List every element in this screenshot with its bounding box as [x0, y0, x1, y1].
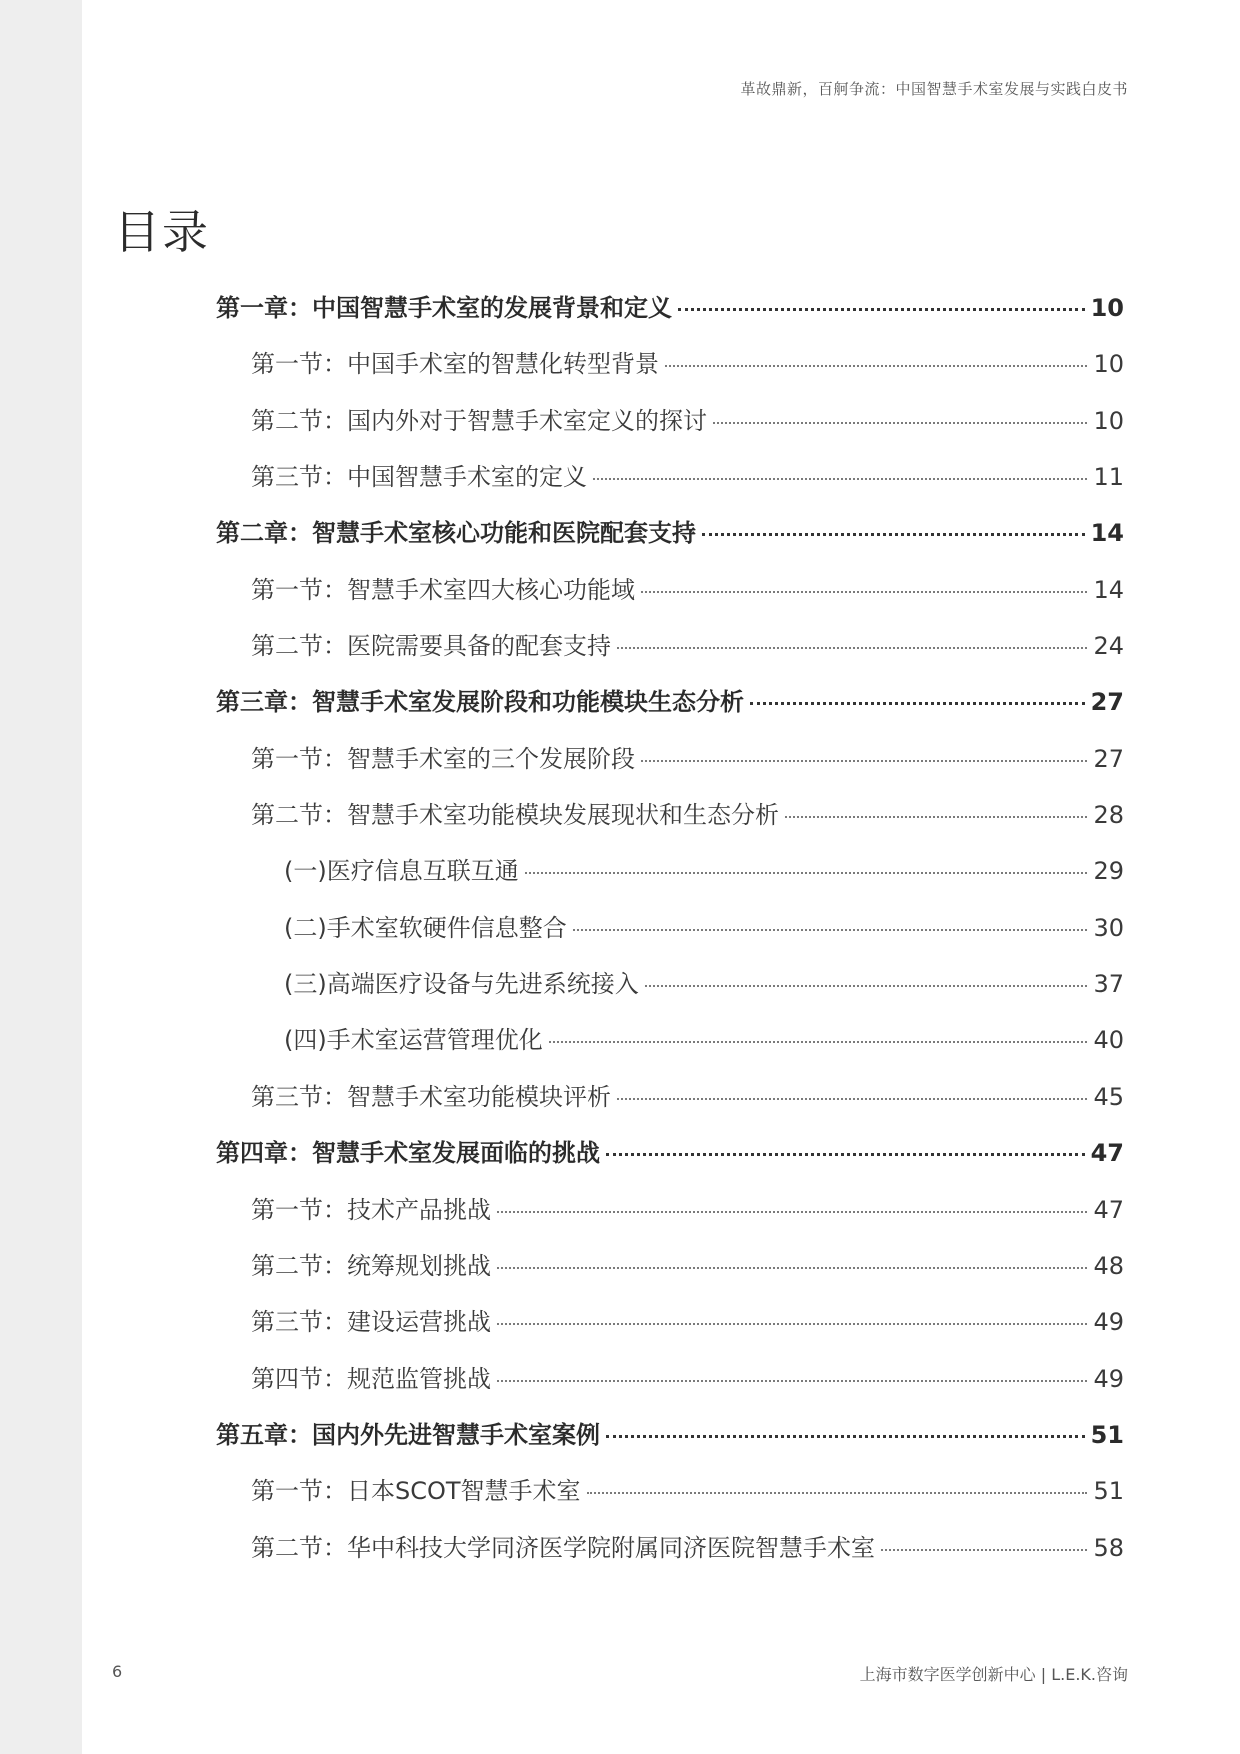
toc-page-number: 48	[1093, 1251, 1124, 1280]
toc-dot-leader	[606, 1153, 1085, 1156]
toc-section-entry[interactable]	[216, 739, 1124, 795]
toc-page-number: 14	[1090, 519, 1124, 548]
toc-entry-label: (二)手术室软硬件信息整合	[284, 913, 567, 942]
toc-chapter-entry[interactable]	[216, 682, 1124, 738]
toc-entry-label: 第二节：国内外对于智慧手术室定义的探讨	[251, 406, 707, 435]
toc-entry-label: 第一节：日本SCOT智慧手术室	[251, 1477, 581, 1506]
toc-dot-leader	[593, 478, 1087, 480]
toc-section-entry[interactable]	[216, 1246, 1124, 1302]
toc-page-number: 11	[1093, 463, 1124, 492]
toc-entry-label: 第一节：中国手术室的智慧化转型背景	[251, 350, 659, 379]
toc-page-number: 27	[1093, 744, 1124, 773]
toc-dot-leader	[525, 872, 1088, 874]
toc-entry-label: 第二节：统筹规划挑战	[251, 1251, 491, 1280]
toc-page-number: 51	[1090, 1420, 1124, 1449]
toc-subsection-entry[interactable]	[216, 1020, 1124, 1076]
toc-page-number: 45	[1093, 1082, 1124, 1111]
toc-dot-leader	[497, 1380, 1087, 1382]
toc-page-number: 10	[1093, 350, 1124, 379]
toc-chapter-entry[interactable]	[216, 288, 1124, 344]
toc-subsection-entry[interactable]	[216, 851, 1124, 907]
toc-section-entry[interactable]	[216, 1077, 1124, 1133]
toc-page-number: 37	[1093, 970, 1124, 999]
toc-page-number: 47	[1090, 1139, 1124, 1168]
toc-page-number: 29	[1093, 857, 1124, 886]
toc-entry-label: 第一节：智慧手术室四大核心功能域	[251, 575, 635, 604]
toc-section-entry[interactable]	[216, 1359, 1124, 1415]
toc-dot-leader	[587, 1492, 1088, 1494]
toc-section-entry[interactable]	[216, 795, 1124, 851]
toc-dot-leader	[713, 422, 1087, 424]
toc-entry-label: 第三章：智慧手术室发展阶段和功能模块生态分析	[216, 688, 744, 717]
toc-entry-label: 第二章：智慧手术室核心功能和医院配套支持	[216, 519, 696, 548]
toc-chapter-entry[interactable]	[216, 1415, 1124, 1471]
toc-entry-label: 第二节：华中科技大学同济医学院附属同济医院智慧手术室	[251, 1533, 875, 1562]
toc-dot-leader	[665, 365, 1087, 367]
toc-entry-label: (四)手术室运营管理优化	[284, 1026, 543, 1055]
toc-page-number: 58	[1093, 1533, 1124, 1562]
toc-dot-leader	[617, 1098, 1087, 1100]
toc-page-number: 24	[1093, 632, 1124, 661]
toc-section-entry[interactable]	[216, 401, 1124, 457]
toc-dot-leader	[497, 1211, 1087, 1213]
toc-section-entry[interactable]	[216, 457, 1124, 513]
toc-entry-label: 第一节：智慧手术室的三个发展阶段	[251, 744, 635, 773]
toc-page-number: 49	[1093, 1364, 1124, 1393]
toc-dot-leader	[641, 760, 1087, 762]
toc-section-entry[interactable]	[216, 1302, 1124, 1358]
toc-subsection-entry[interactable]	[216, 908, 1124, 964]
toc-page-number: 49	[1093, 1308, 1124, 1337]
left-margin-band	[0, 0, 82, 1754]
toc-page-number: 51	[1093, 1477, 1124, 1506]
toc-section-entry[interactable]	[216, 344, 1124, 400]
toc-dot-leader	[641, 591, 1087, 593]
toc-entry-label: 第一节：技术产品挑战	[251, 1195, 491, 1224]
toc-section-entry[interactable]	[216, 626, 1124, 682]
toc-dot-leader	[785, 816, 1087, 818]
toc-page-number: 14	[1093, 575, 1124, 604]
toc-chapter-entry[interactable]	[216, 513, 1124, 569]
toc-dot-leader	[617, 647, 1087, 649]
page-title: 目录	[114, 205, 210, 259]
toc-dot-leader	[881, 1549, 1087, 1551]
toc-entry-label: 第四节：规范监管挑战	[251, 1364, 491, 1393]
toc-entry-label: 第五章：国内外先进智慧手术室案例	[216, 1420, 600, 1449]
toc-entry-label: 第三节：建设运营挑战	[251, 1308, 491, 1337]
toc-dot-leader	[702, 533, 1085, 536]
toc-section-entry[interactable]	[216, 1528, 1124, 1584]
table-of-contents	[216, 288, 1124, 1584]
toc-dot-leader	[497, 1323, 1087, 1325]
toc-subsection-entry[interactable]	[216, 964, 1124, 1020]
footer-organization: 上海市数字医学创新中心 | L.E.K.咨询	[859, 1665, 1128, 1684]
toc-dot-leader	[549, 1041, 1088, 1043]
footer-page-number: 6	[112, 1662, 123, 1681]
toc-entry-label: 第二节：智慧手术室功能模块发展现状和生态分析	[251, 801, 779, 830]
toc-page-number: 30	[1093, 913, 1124, 942]
toc-entry-label: 第三节：中国智慧手术室的定义	[251, 463, 587, 492]
toc-entry-label: 第四章：智慧手术室发展面临的挑战	[216, 1139, 600, 1168]
toc-dot-leader	[678, 308, 1085, 311]
toc-entry-label: (三)高端医疗设备与先进系统接入	[284, 970, 639, 999]
toc-section-entry[interactable]	[216, 1471, 1124, 1527]
toc-dot-leader	[645, 985, 1088, 987]
toc-page-number: 10	[1093, 406, 1124, 435]
toc-page-number: 40	[1093, 1026, 1124, 1055]
toc-entry-label: (一)医疗信息互联互通	[284, 857, 519, 886]
toc-section-entry[interactable]	[216, 570, 1124, 626]
toc-page-number: 27	[1090, 688, 1124, 717]
toc-chapter-entry[interactable]	[216, 1133, 1124, 1189]
toc-dot-leader	[497, 1267, 1087, 1269]
toc-entry-label: 第二节：医院需要具备的配套支持	[251, 632, 611, 661]
running-header: 革故鼎新，百舸争流：中国智慧手术室发展与实践白皮书	[740, 80, 1128, 98]
toc-page-number: 47	[1093, 1195, 1124, 1224]
toc-section-entry[interactable]	[216, 1190, 1124, 1246]
toc-page-number: 28	[1093, 801, 1124, 830]
toc-entry-label: 第三节：智慧手术室功能模块评析	[251, 1082, 611, 1111]
toc-dot-leader	[606, 1435, 1085, 1438]
toc-page-number: 10	[1090, 294, 1124, 322]
toc-dot-leader	[750, 702, 1085, 705]
toc-entry-label: 第一章：中国智慧手术室的发展背景和定义	[216, 294, 672, 322]
toc-dot-leader	[573, 929, 1088, 931]
